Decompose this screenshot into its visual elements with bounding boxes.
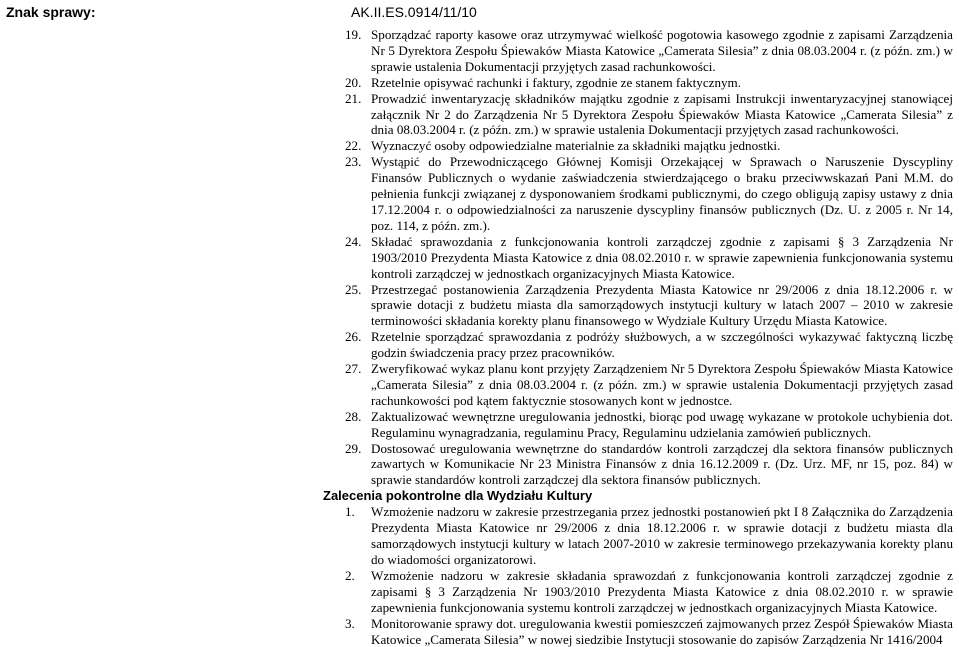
- list-item: [323, 409, 953, 441]
- recommendation-item: [323, 568, 953, 616]
- item-text: Wzmożenie nadzoru w zakresie przestrzegania przez jednostki postanowień pkt I 8 Załącznika do Zarządzenia Prezydenta Miasta Katowice nr 29/2006 z dnia 18.12.2006 r. w sprawie dotacji z budżetu miasta dla samorządowych instytucji kultury w latach 2007-2010 w zakresie terminowego przekazywania korekty planu do wiadomości organizatorowi.: [371, 504, 953, 567]
- item-text: Zaktualizować wewnętrzne uregulowania jednostki, biorąc pod uwagę wykazane w protokole uchybienia dot. Regulaminu wynagradzania, regulaminu Pracy, Regulaminu udzielania zamówień publicznych.: [371, 408, 953, 440]
- list-item: [323, 441, 953, 489]
- list-item: [323, 75, 953, 91]
- list-item: [323, 154, 953, 234]
- list-item: [323, 282, 953, 330]
- item-number: 26.: [345, 329, 362, 345]
- list-item: [323, 27, 953, 75]
- item-number: 27.: [345, 361, 362, 377]
- item-number: 3.: [345, 615, 355, 631]
- case-number-header: [0, 0, 959, 22]
- item-number: 23.: [345, 154, 362, 170]
- case-number-value: AK.II.ES.0914/11/10: [351, 4, 477, 20]
- item-text: Zweryfikować wykaz planu kont przyjęty Zarządzeniem Nr 5 Dyrektora Zespołu Śpiewaków Miasta Katowice „Camerata Silesia” z dnia 08.03.2004 r. (z późn. zm.) w sprawie ustalenia Dokumentacji przyjętych zasad rachunkowości pod kątem faktycznie stosowanych kont w jednostce.: [371, 361, 953, 408]
- item-number: 21.: [345, 90, 362, 106]
- list-item: [323, 329, 953, 361]
- item-number: 1.: [345, 504, 355, 520]
- list-item: [323, 361, 953, 409]
- item-text: Składać sprawozdania z funkcjonowania kontroli zarządczej zgodnie z zapisami § 3 Zarządzenia Nr 1903/2010 Prezydenta Miasta Katowice z dnia 08.02.2010 r. w sprawie zapewnienia funkcjonowania systemu kontroli zarządczej w jednostkach organizacyjnych Miasta Katowice.: [371, 233, 953, 281]
- list-item: [323, 138, 953, 154]
- item-text: Wyznaczyć osoby odpowiedzialne materialnie za składniki majątku jednostki.: [371, 138, 781, 154]
- item-text: Dostosować uregulowania wewnętrzne do standardów kontroli zarządczej dla sektora finansów publicznych zawartych w Komunikacie Nr 23 Ministra Finansów z dnia 16.12.2009 r. (Dz. Urz. MF, nr 15, poz. 84) w sprawie standardów kontroli zarządczej dla sektora finansów publicznych.: [371, 440, 953, 488]
- item-text: Rzetelnie sporządzać sprawozdania z podróży służbowych, a w szczególności wykazywać faktyczną liczbę godzin świadczenia pracy przez pracowników.: [371, 329, 953, 361]
- item-number: 25.: [345, 281, 362, 297]
- item-number: 20.: [345, 74, 362, 90]
- item-text: Prowadzić inwentaryzację składników majątku zgodnie z zapisami Instrukcji inwentaryzacyjnej stanowiącej załącznik Nr 2 do Zarządzenia Nr 5 Dyrektora Zespołu Śpiewaków Miasta Katowice „Camerata Silesia” z dnia 08.03.2004 r. (z późn. zm.) w sprawie ustalenia Dokumentacji przyjętych zasad rachunkowości.: [371, 90, 953, 138]
- list-item: [323, 234, 953, 282]
- item-number: 24.: [345, 233, 362, 249]
- list-item: [323, 91, 953, 139]
- case-number-label: Znak sprawy:: [6, 4, 96, 20]
- item-text: Sporządzać raporty kasowe oraz utrzymywać wielkość pogotowia kasowego zgodnie z zapisami Zarządzenia Nr 5 Dyrektora Zespołu Śpiewaków Miasta Katowice „Camerata Silesia” z dnia 08.03.2004 r. (z późn. zm.) w sprawie ustalenia Dokumentacji przyjętych zasad rachunkowości.: [371, 27, 953, 74]
- item-text: Rzetelnie opisywać rachunki i faktury, zgodnie ze stanem faktycznym.: [371, 74, 742, 90]
- recommendation-item: [323, 616, 953, 647]
- item-text: Wystąpić do Przewodniczącego Głównej Komisji Orzekającej w Sprawach o Naruszenie Dyscypliny Finansów Publicznych o wydanie zaświadczenia stwierdzającego o braku przeciwwskazań Pani M.M. do pełnienia funkcji związanej z dysponowaniem środkami publicznymi, do czego obligują zapisy ustawy z dnia 17.12.2004 r. o odpowiedzialności za naruszenie dyscypliny finansów publicznych (Dz. U. z 2005 r. Nr 14, poz. 114, z późn. zm.).: [371, 154, 953, 233]
- item-number: 28.: [345, 408, 362, 424]
- item-text: Przestrzegać postanowienia Zarządzenia Prezydenta Miasta Katowice nr 29/2006 z dnia 18.12.2006 r. w sprawie dotacji z budżetu miasta dla samorządowych instytucji kultury w latach 2007 – 2010 w zakresie terminowości składania korekty planu finansowego w Wydziale Kultury Urzędu Miasta Katowice.: [371, 281, 953, 329]
- item-number: 22.: [345, 138, 362, 154]
- document-body: [323, 27, 953, 647]
- item-number: 2.: [345, 567, 355, 583]
- section-title: Zalecenia pokontrolne dla Wydziału Kultury: [323, 488, 593, 504]
- recommendation-item: [323, 504, 953, 568]
- item-text: Wzmożenie nadzoru w zakresie składania sprawozdań z funkcjonowania kontroli zarządczej zgodnie z zapisami § 3 Zarządzenia Nr 1903/2010 Prezydenta Miasta Katowice z dnia 08.02.2010 r. w sprawie zapewnienia funkcjonowania systemu kontroli zarządczej w jednostkach organizacyjnych Miasta Katowice.: [371, 567, 953, 615]
- item-number: 29.: [345, 440, 362, 456]
- item-number: 19.: [345, 27, 362, 42]
- item-text: Monitorowanie sprawy dot. uregulowania kwestii pomieszczeń zajmowanych przez Zespół Śpiewaków Miasta Katowice „Camerata Silesia” w nowej siedzibie Instytucji stosowanie do zapisów Zarządzenia Nr 1416/2004: [371, 615, 953, 647]
